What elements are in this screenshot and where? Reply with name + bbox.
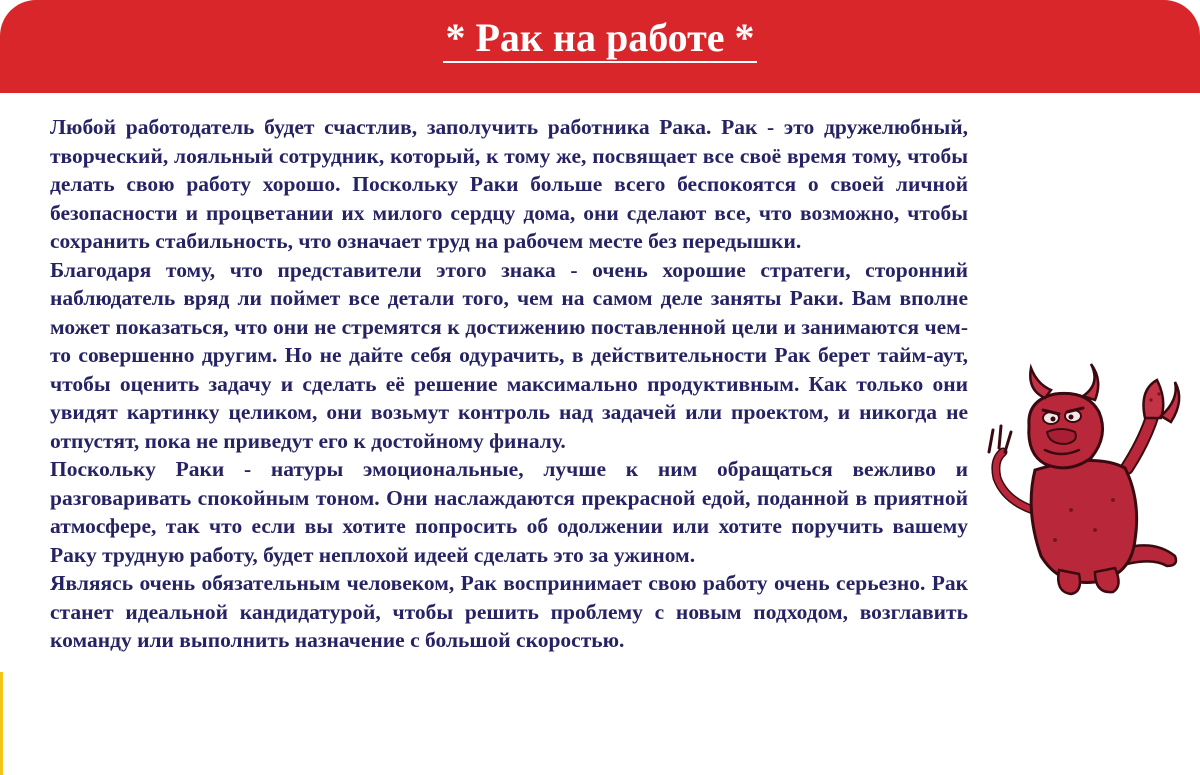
paragraph-1: Любой работодатель будет счастлив, заполучить работника Рака. Рак - это дружелюбный, творческий, лояльный сотрудник, который, к тому же, посвящает все своё время тому, чтобы делать свою работу хорошо. Поскольку Раки больше всего беспокоятся о своей личной безопасности и процветании их милого сердцу дома, они сделают все, что возможно, чтобы сохранить стабильность, что означает труд на рабочем месте без передышки. <box>50 115 968 253</box>
right-horn <box>1083 364 1098 400</box>
texture-spot <box>1149 398 1152 401</box>
texture-spot <box>1053 538 1057 542</box>
paragraph-2: Благодаря тому, что представители этого знака - очень хорошие стратеги, сторонний наблюдатель вряд ли поймет все детали того, чем на самом деле заняты Раки. Вам вполне может показаться, что они не стремятся к достижению поставленной цели и занимаются чем-то совершенно другим. Но не дайте себя одурачить, в действительности Рак берет тайм-аут, чтобы оценить задачу и сделать её решение максимально продуктивным. Как только они увидят картинку целиком, они возьмут контроль над задачей или проектом, и никогда не отпустят, пока не приведут его к достойному финалу. <box>50 257 968 453</box>
left-horn <box>1030 368 1051 398</box>
texture-spot <box>1093 528 1097 532</box>
cancer-crab-creature-icon <box>975 360 1195 600</box>
left-pupil <box>1051 417 1056 422</box>
right-pupil <box>1069 415 1074 420</box>
texture-spot <box>1157 392 1160 395</box>
title-banner <box>0 0 1200 93</box>
cancer-creature-illustration <box>975 360 1195 600</box>
page-title-text: * Рак на работе * <box>443 15 756 63</box>
article-body <box>50 113 968 655</box>
texture-spot <box>1069 508 1073 512</box>
page-title <box>0 12 1200 64</box>
left-claw <box>989 426 1011 452</box>
body <box>1031 460 1136 582</box>
paragraph-3: Поскольку Раки - натуры эмоциональные, лучше к ним обращаться вежливо и разговаривать спокойным тоном. Они наслаждаются прекрасной едой, поданной в приятной атмосфере, так что если вы хотите попросить об одолжении или хотите поручить вашему Раку трудную работу, будет неплохой идеей сделать это за ужином. <box>50 457 968 567</box>
texture-spot <box>1111 498 1115 502</box>
right-claw <box>1144 380 1164 418</box>
left-accent-stripe <box>0 672 3 775</box>
right-leg <box>1095 568 1119 592</box>
left-leg <box>1058 570 1080 594</box>
paragraph-4: Являясь очень обязательным человеком, Рак воспринимает свою работу очень серьезно. Рак станет идеальной кандидатурой, чтобы решить проблему с новым подходом, возглавить команду или выполнить назначение с большой скоростью. <box>50 571 968 652</box>
